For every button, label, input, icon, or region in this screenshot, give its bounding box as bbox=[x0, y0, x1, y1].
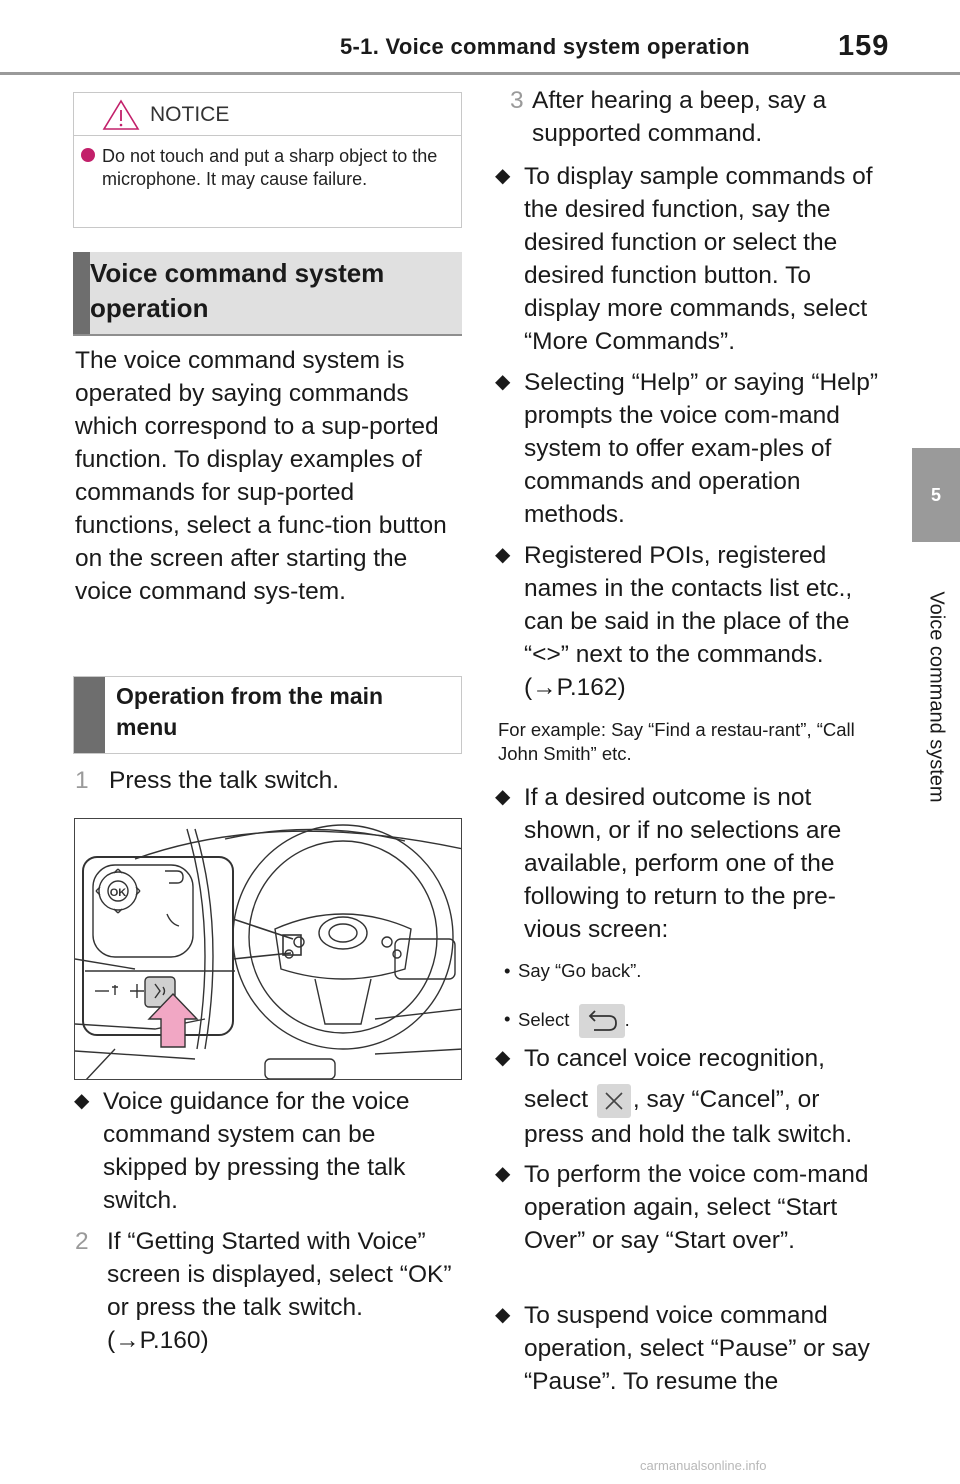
sub-item-go-back bbox=[504, 959, 642, 983]
subsection-heading-bar bbox=[74, 677, 105, 753]
steering-wheel-drawing bbox=[75, 819, 462, 1080]
ok-button-label: OK bbox=[109, 887, 127, 899]
bullet-diamond-icon: ◆ bbox=[495, 165, 511, 187]
bullet-cancel-select: select bbox=[524, 1086, 589, 1113]
subsection-heading-main-menu bbox=[73, 676, 462, 754]
step-3-text: After hearing a beep, say a supported command. bbox=[532, 87, 827, 147]
bullet-pause bbox=[495, 1299, 889, 1398]
step-2-text: If “Getting Started with Voice” screen is displayed, select “OK” or press the talk switch. bbox=[107, 1228, 452, 1321]
notice-text: Do not touch and put a sharp object to the microphone. It may cause failure. bbox=[102, 146, 438, 189]
bullet-start-over-text: To perform the voice com-mand operation again, select “Start Over” or say “Start over”. bbox=[524, 1161, 869, 1254]
chapter-side-label bbox=[912, 552, 960, 842]
section-heading-line2: operation bbox=[90, 293, 209, 323]
bullet-sample-commands-text: To display sample commands of the desired function, say the desired function or select the desired function button. To display more commands, select “More Commands”. bbox=[524, 163, 873, 355]
bullet-diamond-icon: ◆ bbox=[495, 1163, 511, 1185]
bullet-registered-pois-text: Registered POIs, registered names in the contacts list etc., can be said in the place of the “<>” next to the commands. bbox=[524, 542, 853, 668]
bullet-help-text: Selecting “Help” or saying “Help” prompts the voice com-mand system to offer exam-ples of commands and operation methods. bbox=[524, 369, 879, 528]
step-2-number: 2 bbox=[75, 1228, 89, 1255]
notice-body bbox=[102, 145, 452, 191]
bullet-pause-text: To suspend voice command operation, select “Pause” or say “Pause”. To resume the bbox=[524, 1302, 870, 1395]
running-header-title: 5-1. Voice command system operation bbox=[340, 34, 750, 59]
bullet-sample-commands bbox=[495, 160, 889, 358]
bullet-cancel-line3: press and hold the talk switch. bbox=[524, 1120, 853, 1148]
notice-box bbox=[73, 92, 462, 228]
warning-icon bbox=[102, 99, 140, 131]
page-number: 159 bbox=[838, 30, 890, 62]
sub-bullet-dot: • bbox=[504, 960, 511, 981]
notice-header bbox=[74, 93, 461, 136]
section-heading-voice-command bbox=[73, 252, 462, 336]
watermark: carmanualsonline.info bbox=[640, 1458, 767, 1473]
step-1-text: Press the talk switch. bbox=[109, 767, 340, 794]
subsection-heading-line2: menu bbox=[116, 714, 178, 740]
sub-item-select-back-text: Select bbox=[518, 1008, 570, 1030]
bullet-diamond-icon: ◆ bbox=[495, 544, 511, 566]
chapter-tab: 5 bbox=[912, 448, 960, 542]
sub-item-go-back-text: Say “Go back”. bbox=[518, 960, 642, 981]
bullet-voice-guidance bbox=[74, 1085, 448, 1217]
close-icon[interactable] bbox=[597, 1084, 631, 1118]
sub-item-select-back-period: . bbox=[624, 1008, 630, 1030]
section-heading-line1: Voice command system bbox=[90, 258, 385, 288]
bullet-start-over bbox=[495, 1158, 889, 1257]
intro-paragraph: The voice command system is operated by saying commands which correspond to a sup-ported function. To display examples of commands for sup-ported functions, select a func-tion button on the screen after starting the voice command sys-tem. bbox=[75, 347, 447, 605]
bullet-diamond-icon: ◆ bbox=[495, 1047, 511, 1069]
step-2-reference: (→P.160) bbox=[107, 1327, 209, 1354]
chapter-side-label-text: Voice command system bbox=[925, 591, 948, 803]
bullet-diamond-icon: ◆ bbox=[495, 1304, 511, 1326]
step-1-number: 1 bbox=[75, 767, 89, 794]
notice-bullet-icon bbox=[81, 148, 95, 162]
subsection-heading-line1: Operation from the main bbox=[116, 683, 384, 709]
bullet-diamond-icon: ◆ bbox=[495, 371, 511, 393]
example-note: For example: Say “Find a restau-rant”, “Call John Smith” etc. bbox=[498, 719, 855, 764]
steering-wheel-illustration bbox=[74, 818, 462, 1080]
sub-item-select-back bbox=[504, 1004, 630, 1038]
notice-title: NOTICE bbox=[150, 103, 230, 126]
header-rule bbox=[0, 72, 960, 75]
bullet-help bbox=[495, 366, 889, 531]
bullet-cancel bbox=[495, 1042, 889, 1151]
step-3-number: 3 bbox=[510, 87, 524, 114]
bullet-registered-pois-ref: (→P.162) bbox=[524, 674, 626, 701]
bullet-diamond-icon: ◆ bbox=[74, 1090, 90, 1112]
bullet-desired-outcome bbox=[495, 781, 889, 946]
bullet-registered-pois bbox=[495, 539, 889, 704]
bullet-cancel-line1: To cancel voice recognition, bbox=[524, 1045, 825, 1072]
bullet-cancel-say: , say “Cancel”, or bbox=[632, 1086, 820, 1113]
sub-bullet-dot: • bbox=[504, 1008, 511, 1029]
back-arrow-icon[interactable] bbox=[579, 1004, 625, 1038]
section-heading-bar bbox=[73, 252, 90, 334]
bullet-desired-outcome-text: If a desired outcome is not shown, or if no selections are available, perform one of the following to return to the pre-vious screen: bbox=[524, 784, 842, 943]
bullet-voice-guidance-text: Voice guidance for the voice command system can be skipped by pressing the talk switch. bbox=[103, 1088, 410, 1214]
bullet-diamond-icon: ◆ bbox=[495, 786, 511, 808]
